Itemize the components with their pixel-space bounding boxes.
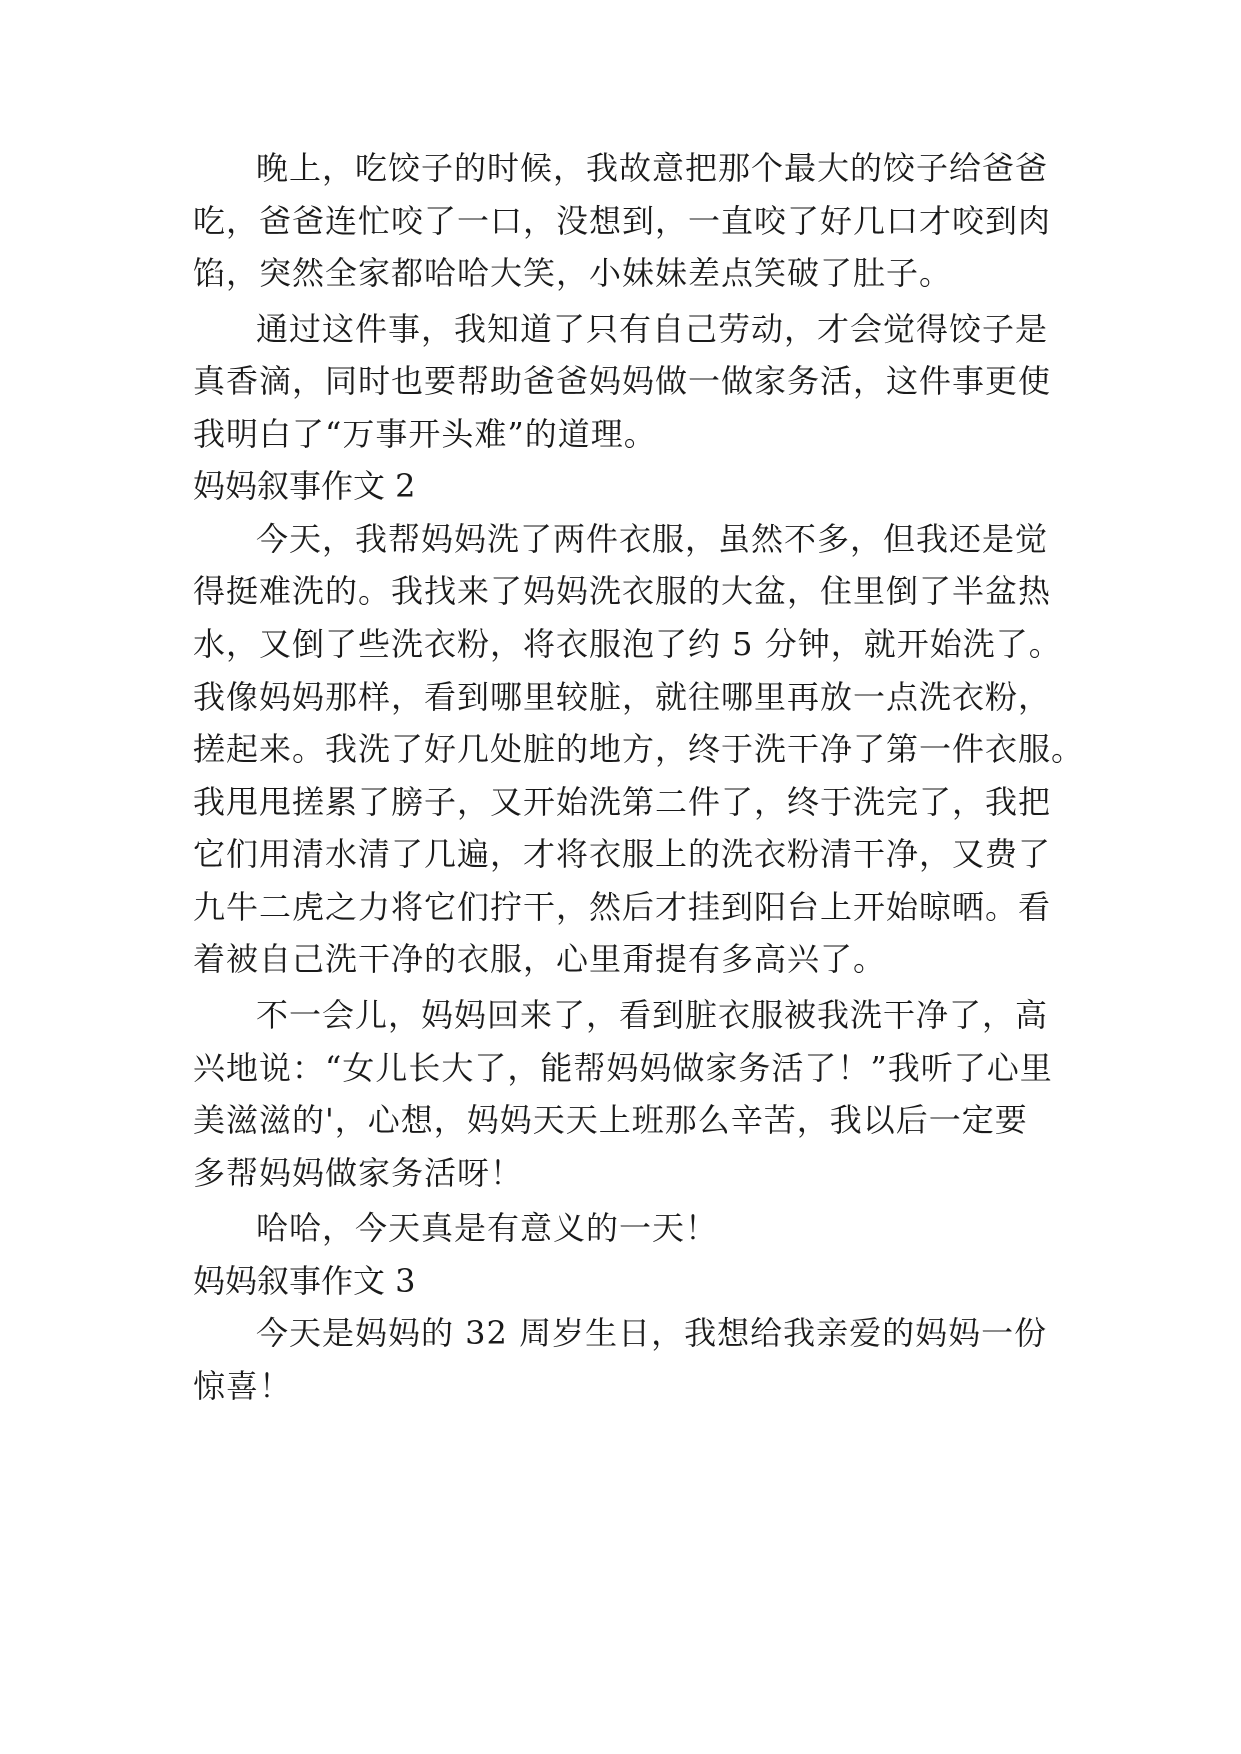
paragraph-line: 九牛二虎之力将它们拧干，然后才挂到阳台上开始晾晒。看 (193, 888, 1052, 926)
paragraph-line: 它们用清水清了几遍，才将衣服上的洗衣粉清干净，又费了 (193, 835, 1052, 873)
section-heading: 妈妈叙事作文 2 (193, 467, 416, 505)
paragraph-line: 我像妈妈那样，看到哪里较脏，就往哪里再放一点洗衣粉， (193, 678, 1052, 716)
paragraph-line: 水，又倒了些洗衣粉，将衣服泡了约 5 分钟，就开始洗了。 (193, 625, 1062, 663)
paragraph-line: 哈哈，今天真是有意义的一天！ (256, 1209, 719, 1247)
paragraph-line: 今天是妈妈的 32 周岁生日，我想给我亲爱的妈妈一份 (256, 1314, 1048, 1352)
paragraph-line: 真香滴，同时也要帮助爸爸妈妈做一做家务活，这件事更使 (193, 362, 1052, 400)
paragraph-line: 馅，突然全家都哈哈大笑，小妹妹差点笑破了肚子。 (193, 254, 953, 292)
paragraph-line: 我明白了“万事开头难”的道理。 (193, 415, 657, 453)
paragraph-line: 搓起来。我洗了好几处脏的地方，终于洗干净了第一件衣服。 (193, 730, 1085, 768)
paragraph-line: 通过这件事，我知道了只有自己劳动，才会觉得饺子是 (256, 310, 1049, 348)
paragraph-line: 着被自己洗干净的衣服，心里甭提有多高兴了。 (193, 940, 887, 978)
paragraph-line: 我甩甩搓累了膀子，又开始洗第二件了，终于洗完了，我把 (193, 783, 1052, 821)
paragraph-line: 今天，我帮妈妈洗了两件衣服，虽然不多，但我还是觉 (256, 520, 1049, 558)
paragraph-line: 得挺难洗的。我找来了妈妈洗衣服的大盆，住里倒了半盆热 (193, 572, 1052, 610)
paragraph-line: 不一会儿，妈妈回来了，看到脏衣服被我洗干净了，高 (256, 996, 1049, 1034)
paragraph-line: 惊喜！ (193, 1367, 293, 1405)
paragraph-line: 晚上，吃饺子的时候，我故意把那个最大的饺子给爸爸 (256, 149, 1049, 187)
paragraph-line: 吃，爸爸连忙咬了一口，没想到，一直咬了好几口才咬到肉 (193, 202, 1052, 240)
paragraph-line: 美滋滋的'，心想，妈妈天天上班那么辛苦，我以后一定要 (193, 1101, 1028, 1139)
paragraph-line: 多帮妈妈做家务活呀！ (193, 1154, 524, 1192)
paragraph-line: 兴地说：“女儿长大了，能帮妈妈做家务活了！”我听了心里 (193, 1049, 1053, 1087)
section-heading: 妈妈叙事作文 3 (193, 1262, 416, 1300)
